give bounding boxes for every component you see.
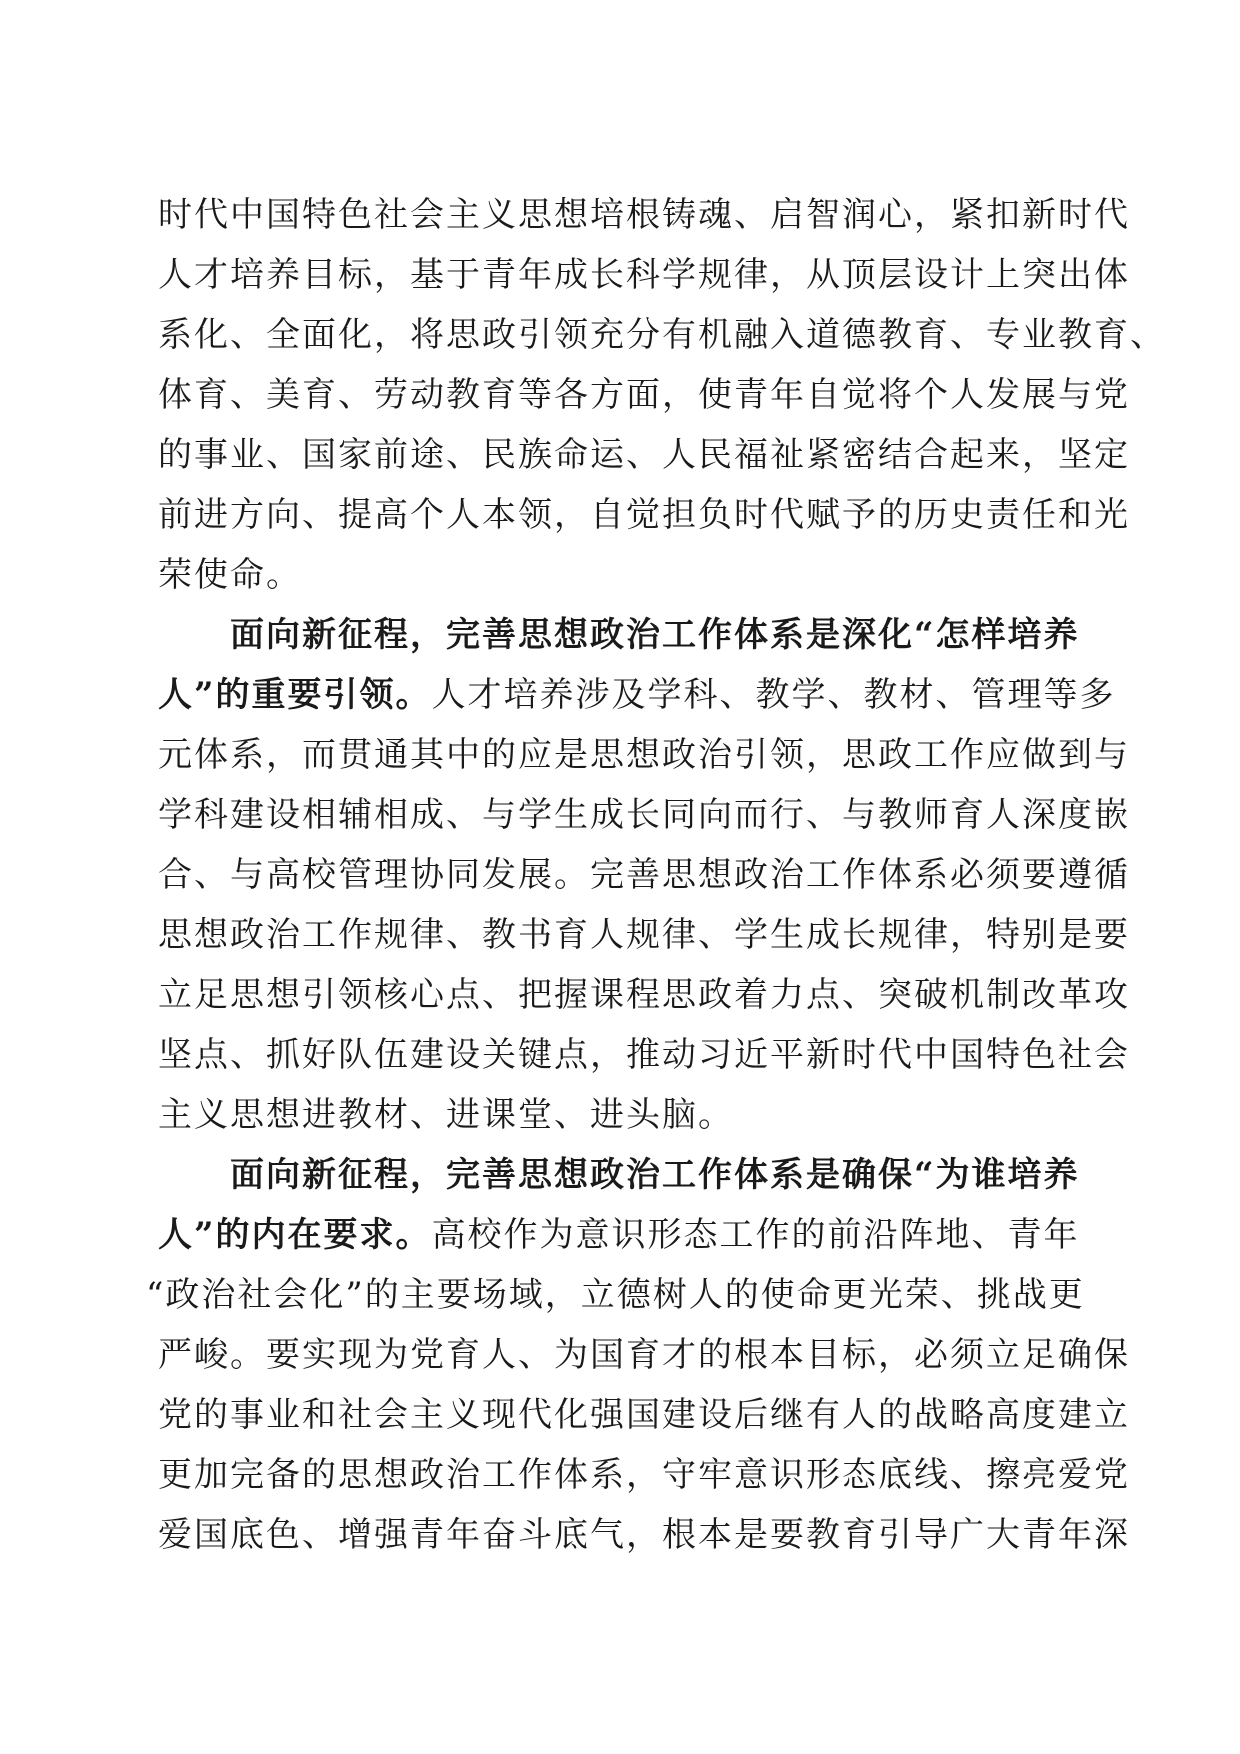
text-line: 坚点、抓好队伍建设关键点，推动习近平新时代中国特色社会 <box>158 1035 1130 1075</box>
text-line: 人才培养目标，基于青年成长科学规律，从顶层设计上突出体 <box>158 255 1130 295</box>
text-line <box>158 665 1116 725</box>
text-line: 爱国底色、增强青年奋斗底气，根本是要教育引导广大青年深 <box>158 1515 1130 1555</box>
paragraph-heading-line: 面向新征程，完善思想政治工作体系是确保“为谁培养 <box>230 1155 1080 1195</box>
text-line: 党的事业和社会主义现代化强国建设后继有人的战略高度建立 <box>158 1395 1130 1435</box>
text-line: 思想政治工作规律、教书育人规律、学生成长规律，特别是要 <box>158 915 1130 955</box>
text-line: 体育、美育、劳动教育等各方面，使青年自觉将个人发展与党 <box>158 375 1130 415</box>
paragraph-heading-tail: 人”的重要引领。 <box>158 675 432 715</box>
text-line: 荣使命。 <box>158 555 302 595</box>
text-line: 合、与高校管理协同发展。完善思想政治工作体系必须要遵循 <box>158 855 1130 895</box>
text-line: 主义思想进教材、进课堂、进头脑。 <box>158 1095 734 1135</box>
document-page <box>146 185 1166 1565</box>
text-run: 高校作为意识形态工作的前沿阵地、青年 <box>431 1215 1080 1255</box>
text-line: 前进方向、提高个人本领，自觉担负时代赋予的历史责任和光 <box>158 495 1130 535</box>
text-line: 系化、全面化，将思政引领充分有机融入道德教育、专业教育、 <box>158 315 1166 355</box>
paragraph-heading-line: 面向新征程，完善思想政治工作体系是深化“怎样培养 <box>230 615 1080 655</box>
text-line: 立足思想引领核心点、把握课程思政着力点、突破机制改革攻 <box>158 975 1130 1015</box>
text-line: 元体系，而贯通其中的应是思想政治引领，思政工作应做到与 <box>158 735 1130 775</box>
text-line: “政治社会化”的主要场域，立德树人的使命更光荣、挑战更 <box>146 1275 1085 1315</box>
paragraph-3 <box>146 1145 1130 1565</box>
text-line: 严峻。要实现为党育人、为国育才的根本目标，必须立足确保 <box>158 1335 1130 1375</box>
text-line: 更加完备的思想政治工作体系，守牢意识形态底线、擦亮爱党 <box>158 1455 1130 1495</box>
text-run: 人才培养涉及学科、教学、教材、管理等多 <box>431 675 1116 715</box>
paragraph-2 <box>158 605 1130 1145</box>
paragraph-heading-tail: 人”的内在要求。 <box>158 1215 432 1255</box>
paragraph-1 <box>158 185 1166 605</box>
text-line <box>158 1205 1078 1265</box>
text-line: 的事业、国家前途、民族命运、人民福祉紧密结合起来，坚定 <box>158 435 1130 475</box>
text-line: 时代中国特色社会主义思想培根铸魂、启智润心，紧扣新时代 <box>158 195 1130 235</box>
text-line: 学科建设相辅相成、与学生成长同向而行、与教师育人深度嵌 <box>158 795 1130 835</box>
